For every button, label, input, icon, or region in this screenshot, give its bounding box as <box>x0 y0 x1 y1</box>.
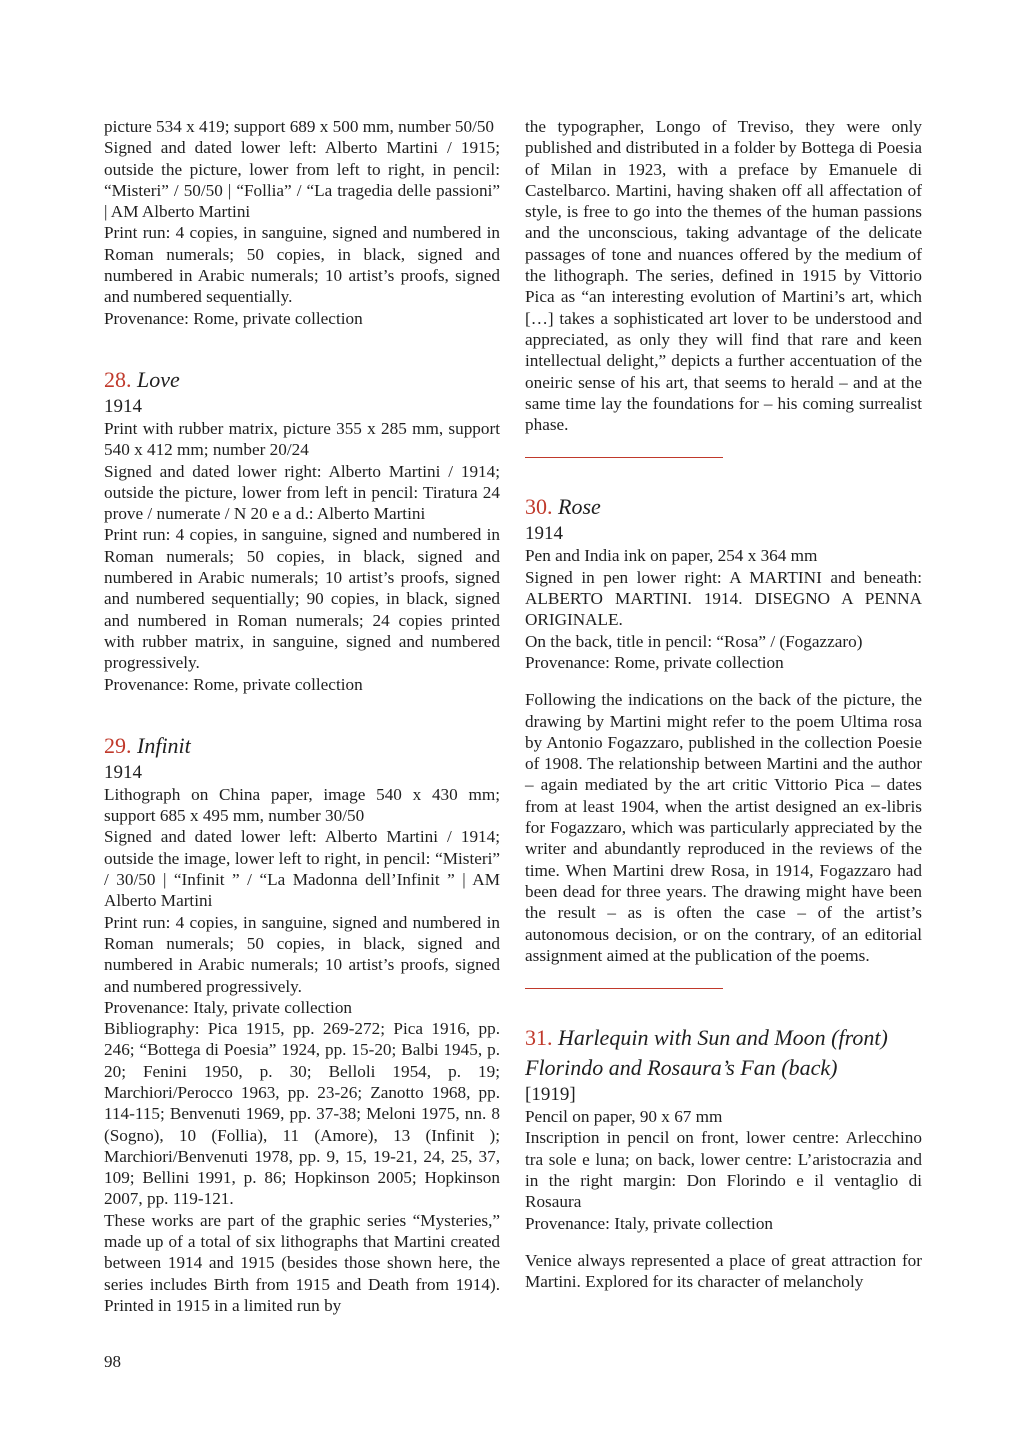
entry-28-signature: Signed and dated lower right: Alberto Martini / 1914; outside the picture, lower from left in pencil: Tiratura 24 prove / numerate / N 20 e a d.: Alberto Martini <box>104 461 500 524</box>
entry-30-year: 1914 <box>525 523 563 545</box>
entry-29-provenance: Provenance: Italy, private collection <box>104 997 353 1017</box>
entry-31-year: [1919] <box>525 1084 576 1106</box>
entry-31-title-front: Harlequin with Sun and Moon (front) <box>558 1025 888 1051</box>
section-divider <box>525 988 723 989</box>
entry-29-print-run: Print run: 4 copies, in sanguine, signed and numbered in Roman numerals; 50 copies, in black, signed and numbered in Arabic numerals; 10 artist’s proofs, signed and numbered progressively. <box>104 912 500 996</box>
entry-30-number: 30. <box>525 494 553 520</box>
left-column <box>104 116 500 1316</box>
entry-29-signature: Signed and dated lower left: Alberto Martini / 1914; outside the image, lower left to right, in pencil: “Misteri” / 30/50 | “Infinit ” / “La Madonna dell’Infinit ” | AM Alberto Martini <box>104 827 500 911</box>
entry-31-number: 31. <box>525 1025 553 1051</box>
entry-29-text: These works are part of the graphic series “Mysteries,” made up of a total of six lithographs that Martini created between 1914 and 1915 (besides those shown here, the series includes Birth from 1915 and Death from 1914). Printed in 1915 in a limited run by <box>104 1210 500 1315</box>
page-number: 98 <box>104 1352 121 1371</box>
entry-28-heading <box>104 365 500 395</box>
entry-29-bibliography: Bibliography: Pica 1915, pp. 269-272; Pica 1916, pp. 246; “Bottega di Poesia” 1924, pp. 15-20; Balbi 1945, p. 20; Fenini 1950, p. 30; Belloli 1954, p. 19; Marchiori/Perocco 1963, pp. 23-26; Zanotto 1968, pp. 114-115; Benvenuti 1969, pp. 37-38; Meloni 1975, nn. 8 (Sogno), 10 (Follia), 11 (Amore), 13 (Infinit ); Marchiori/Benvenuti 1978, pp. 9, 15, 19-21, 24, 25, 37, 109; Bellini 1991, p. 86; Hopkinson 2005; Hopkinson 2007, pp. 119-121. <box>104 1019 500 1209</box>
continuation-text: the typographer, Longo of Treviso, they were only published and distributed in a folder by Bottega di Poesia of Milan in 1923, with a preface by Emanuele di Castelbarco. Martini, having shaken off all affectation of style, is free to go into the themes of the human passions and the unconscious, taking advantage of the delicate passages of tone and nuances offered by the medium of the lithograph. The series, defined in 1915 by Vittorio Pica as “an interesting evolution of Martini’s art, which […] takes a sophisticated art lover to be understood and appreciated, as only they will find that rare and keen intellectual delight,” depicts a further accentuation of the oneiric sense of his art, that seems to herald – and at the same time lay the foundations for – his coming surrealist phase. <box>525 117 922 435</box>
entry-31-title-back: Florindo and Rosaura’s Fan (back) <box>525 1055 838 1081</box>
entry-28-provenance: Provenance: Rome, private collection <box>104 674 363 694</box>
right-column <box>525 116 922 1292</box>
entry-28-number: 28. <box>104 366 132 392</box>
entry-30-provenance: Provenance: Rome, private collection <box>525 652 784 672</box>
entry-28-medium: Print with rubber matrix, picture 355 x 285 mm, support 540 x 412 mm; number 20/24 <box>104 418 500 460</box>
entry-29-heading <box>104 731 500 761</box>
entry-31-medium: Pencil on paper, 90 x 67 mm <box>525 1107 723 1127</box>
entry-30-back: On the back, title in pencil: “Rosa” / (Fogazzaro) <box>525 631 863 651</box>
entry-31-inscription: Inscription in pencil on front, lower centre: Arlecchino tra sole e luna; on back, lower centre: L’aristocrazia and in the right margin: Don Florindo e il ventaglio di Rosaura <box>525 1128 922 1212</box>
entry-28-print-run: Print run: 4 copies, in sanguine, signed and numbered in Roman numerals; 50 copies, in black, signed and numbered in Arabic numerals; 10 artist’s proofs, signed and numbered sequentially; 90 copies, in black, signed and numbered in Roman numerals; 24 copies printed with rubber matrix, in sanguine, signed and numbered progressively. <box>104 525 500 673</box>
intro-provenance: Provenance: Rome, private collection <box>104 308 363 328</box>
entry-31-provenance: Provenance: Italy, private collection <box>525 1213 774 1233</box>
entry-31-text: Venice always represented a place of great attraction for Martini. Explored for its character of melancholy <box>525 1250 922 1292</box>
intro-signature: Signed and dated lower left: Alberto Martini / 1915; outside the picture, lower from left to right, in pencil: “Misteri” / 50/50 | “Follia” / “La tragedia delle passioni” | AM Alberto Martini <box>104 138 500 222</box>
section-divider <box>525 457 723 458</box>
entry-29-medium: Lithograph on China paper, image 540 x 430 mm; support 685 x 495 mm, number 30/50 <box>104 784 500 826</box>
entry-30-title: Rose <box>558 494 601 520</box>
entry-29-number: 29. <box>104 732 132 758</box>
entry-31-heading <box>525 1023 922 1053</box>
entry-30-heading <box>525 492 922 522</box>
intro-print-run: Print run: 4 copies, in sanguine, signed and numbered in Roman numerals; 50 copies, in black, signed and numbered in Arabic numerals; 10 artist’s proofs, signed and numbered sequentially. <box>104 223 500 307</box>
entry-30-text: Following the indications on the back of the picture, the drawing by Martini might refer to the poem Ultima rosa by Antonio Fogazzaro, published in the collection Poesie of 1908. The relationship between Martini and the author – again mediated by the art critic Vittorio Pica – dates from at least 1904, when the artist designed an ex-libris for Fogazzaro, which was particularly appreciated by the writer and abundantly reproduced in the reviews of the time. When Martini drew Rosa, in 1914, Fogazzaro had been dead for three years. The drawing might have been the result – as is often the case – of the artist’s autonomous decision, or on the contrary, of an editorial assignment aimed at the publication of the poems. <box>525 690 922 965</box>
entry-30-medium: Pen and India ink on paper, 254 x 364 mm <box>525 546 818 566</box>
entry-28-title: Love <box>137 366 180 392</box>
entry-28-year: 1914 <box>104 395 142 417</box>
intro-dimensions: picture 534 x 419; support 689 x 500 mm, number 50/50 <box>104 117 495 136</box>
entry-29-year: 1914 <box>104 761 142 783</box>
entry-31-heading-2 <box>525 1053 922 1083</box>
entry-29-title: Infinit <box>137 732 191 758</box>
entry-30-signature: Signed in pen lower right: A MARTINI and beneath: ALBERTO MARTINI. 1914. DISEGNO A PENNA ORIGINALE. <box>525 567 922 630</box>
